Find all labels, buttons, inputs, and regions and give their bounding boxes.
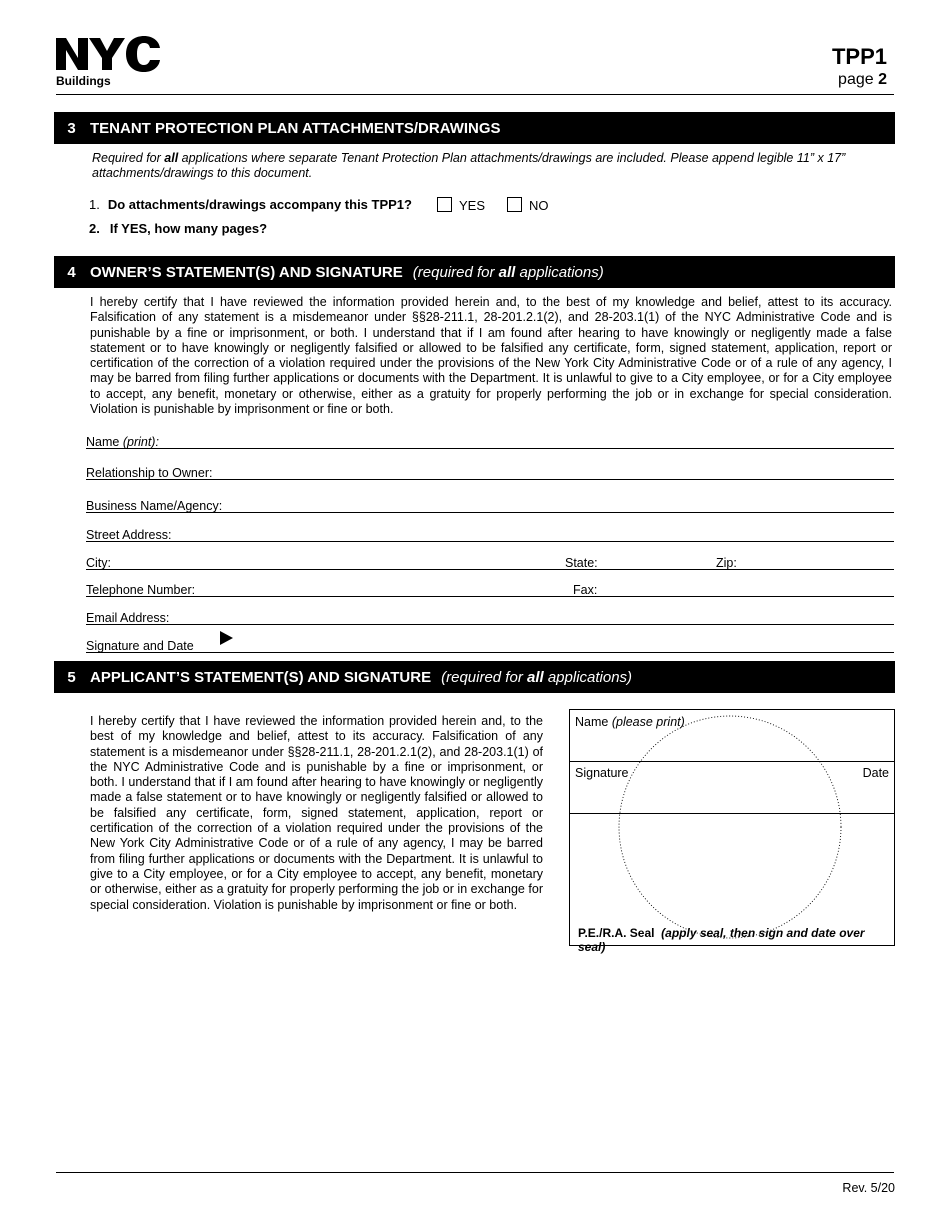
- applicant-name-row[interactable]: [570, 710, 894, 762]
- question-text: If YES, how many pages?: [109, 221, 268, 236]
- question-text: Do attachments/drawings accompany this TPP1?: [107, 197, 412, 212]
- owner-name-field[interactable]: [86, 433, 894, 449]
- question-2: [89, 221, 267, 236]
- section-5-header: [54, 661, 895, 693]
- city-state-zip-field[interactable]: [86, 554, 894, 570]
- yes-option[interactable]: [437, 197, 485, 213]
- field-label: Signature and Date: [86, 639, 194, 653]
- field-label: Street Address:: [86, 528, 172, 542]
- applicant-statement: I hereby certify that I have reviewed the information provided herein and, to the best of my knowledge and belief, attest to its accuracy. Falsification of any statement is a misdemeanor under §§28-211.1, 28-201.2.1(2), and 28-203.1(1) of the NYC Administrative Code and is punishable by a fine or imprisonment, or both. I understand that if I am found after hearing to have knowingly or negligently made a false statement or to have knowingly or negligently falsified or allowed to be falsified any certificate, form, signed statement, application, report or certification of the correction of a violation required under the provisions of the New York City Administrative Code or of a rule of any agency, I may be barred from filing further applications or documents with the Department. It is unlawful to give to a City employee, or for a City employee to accept, any benefit, monetary or otherwise, either as a gratuity for properly performing the job or in exchange for special consideration. Violation is punishable by imprisonment or fine or both.: [90, 714, 543, 912]
- nyc-logo: [56, 34, 162, 74]
- applicant-signature-row[interactable]: [570, 762, 894, 814]
- section-4-header: [54, 256, 895, 288]
- date-label: Date: [862, 766, 889, 780]
- fax-label: Fax:: [573, 583, 598, 597]
- signature-label: Signature: [575, 766, 629, 780]
- no-checkbox[interactable]: [507, 197, 522, 212]
- phone-label: Telephone Number:: [86, 583, 196, 597]
- section-number: 3: [67, 119, 76, 137]
- zip-label: Zip:: [716, 556, 737, 570]
- logo-subtitle: Buildings: [56, 74, 111, 88]
- header-rule: [56, 94, 894, 95]
- state-label: State:: [565, 556, 598, 570]
- yes-checkbox[interactable]: [437, 197, 452, 212]
- field-label: Name (print):: [86, 435, 159, 449]
- question-number: 2.: [89, 221, 100, 236]
- relationship-field[interactable]: [86, 464, 894, 480]
- section-3-instructions: Required for all applications where separate Tenant Protection Plan attachments/drawings are included. Please append legible 11” x 17” attachments/drawings to this document.: [92, 151, 846, 180]
- arrow-right-icon: [219, 631, 233, 645]
- no-option[interactable]: [507, 197, 549, 213]
- applicant-signature-box: [569, 709, 895, 954]
- revision-label: Rev. 5/20: [842, 1181, 895, 1195]
- field-label: Email Address:: [86, 611, 170, 625]
- page-indicator: [838, 71, 887, 89]
- street-address-field[interactable]: [86, 526, 894, 542]
- email-field[interactable]: [86, 609, 894, 625]
- section-number: 4: [67, 263, 76, 281]
- page-label: page: [838, 71, 874, 88]
- footer-rule: [56, 1172, 894, 1173]
- owner-statement: I hereby certify that I have reviewed the information provided herein and, to the best of my knowledge and belief, attest to its accuracy. Falsification of any statement is a misdemeanor under §§28-211.1, 28-201.2.1(2), and 28-203.1(1) of the NYC Administrative Code and is punishable by a fine or imprisonment, or both. I understand that if I am found after hearing to have knowingly or negligently made a false statement or to have knowingly or negligently falsified or allowed to be falsified any certificate, form, signed statement, application, report or certification of the correction of a violation required under the provisions of the New York City Administrative Code or of a rule of any agency, I may be barred from filing further applications or documents with the Department. It is unlawful to give to a City employee, or for a City employee to accept, any benefit, monetary or otherwise, either as a gratuity for properly performing the job or in exchange for special consideration. Violation is punishable by imprisonment or fine or both.: [90, 295, 892, 417]
- phone-fax-field[interactable]: [86, 581, 894, 597]
- business-name-field[interactable]: [86, 497, 894, 513]
- name-label: Name (please print): [575, 715, 685, 729]
- yes-label: YES: [459, 198, 486, 213]
- city-label: City:: [86, 556, 111, 570]
- section-note: (required for all applications): [441, 668, 633, 686]
- section-note: (required for all applications): [412, 263, 604, 281]
- seal-label: P.E./R.A. Seal (apply seal, then sign and date over seal): [578, 926, 865, 954]
- field-label: Relationship to Owner:: [86, 466, 213, 480]
- section-title: TENANT PROTECTION PLAN ATTACHMENTS/DRAWINGS: [90, 119, 501, 137]
- section-title: APPLICANT’S STATEMENT(S) AND SIGNATURE: [90, 668, 432, 686]
- section-title: OWNER’S STATEMENT(S) AND SIGNATURE: [90, 263, 403, 281]
- section-number: 5: [67, 668, 76, 686]
- section-3-header: [54, 112, 895, 144]
- field-label: Business Name/Agency:: [86, 499, 223, 513]
- signature-date-field[interactable]: [86, 637, 894, 653]
- form-code: TPP1: [831, 44, 887, 69]
- page-number: 2: [878, 71, 887, 88]
- no-label: NO: [529, 198, 549, 213]
- question-number: 1.: [89, 197, 100, 212]
- question-1: [89, 197, 412, 212]
